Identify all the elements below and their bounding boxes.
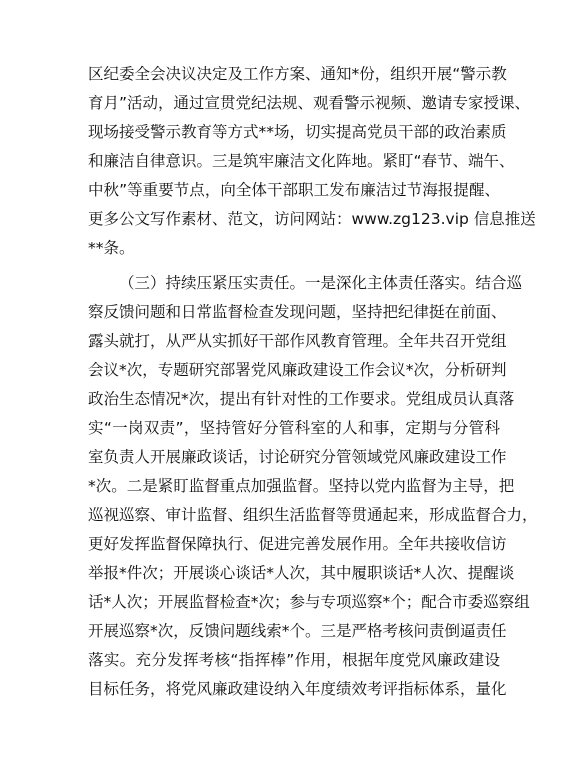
text-line: *次。二是紧盯监督重点加强监督。坚持以党内监督为主导，把: [88, 477, 515, 495]
text-line: 室负责人开展廉政谈话，讨论研究分管领域党风廉政建设工作: [88, 448, 507, 466]
text-line: 会议*次，专题研究部署党风廉政建设工作会议*次，分析研判: [88, 361, 507, 379]
text-line: 育月”活动，通过宣贯党纪法规、观看警示视频、邀请专家授课、: [88, 94, 531, 112]
text-line: 政治生态情况*次，提出有针对性的工作要求。党组成员认真落: [88, 390, 515, 408]
text-line: 更多公文写作素材、范文，访问网站：www.zg123.vip 信息推送: [88, 210, 536, 228]
text-line: 察反馈问题和日常监督检查发现问题，坚持把纪律挺在前面、: [88, 303, 507, 321]
text-line: （三）持续压紧压实责任。一是深化主体责任落实。结合巡: [119, 274, 523, 292]
paragraph-2: [88, 269, 538, 704]
text-line: 露头就打，从严从实抓好干部作风教育管理。全年共召开党组: [88, 332, 507, 350]
text-line: 开展巡察*次，反馈问题线索*个。三是严格考核问责倒逼责任: [88, 622, 507, 640]
text-line: 巡视巡察、审计监督、组织生活监督等贯通起来，形成监督合力，: [88, 506, 538, 524]
paragraph-1: [88, 60, 536, 263]
text-line: 更好发挥监督保障执行、促进完善发展作用。全年共接收信访: [88, 535, 507, 553]
text-line: 和廉洁自律意识。三是筑牢廉洁文化阵地。紧盯“春节、端午、: [88, 152, 515, 170]
text-line: **条。: [88, 239, 135, 257]
text-line: 举报*件次；开展谈心谈话*人次，其中履职谈话*人次、提醒谈: [88, 564, 515, 582]
document-body: [88, 60, 538, 704]
text-line: 区纪委全会决议决定及工作方案、通知*份，组织开展“警示教: [88, 65, 507, 83]
text-line: 目标任务，将党风廉政建设纳入年度绩效考评指标体系，量化: [88, 680, 507, 698]
text-line: 实“一岗双责”，坚持管好分管科室的人和事，定期与分管科: [88, 419, 500, 437]
text-line: 现场接受警示教育等方式**场，切实提高党员干部的政治素质: [88, 123, 507, 141]
text-line: 话*人次；开展监督检查*次；参与专项巡察*个；配合市委巡察组: [88, 593, 530, 611]
text-line: 落实。充分发挥考核“指挥棒”作用，根据年度党风廉政建设: [88, 651, 500, 669]
text-line: 中秋”等重要节点，向全体干部职工发布廉洁过节海报提醒、: [88, 181, 500, 199]
